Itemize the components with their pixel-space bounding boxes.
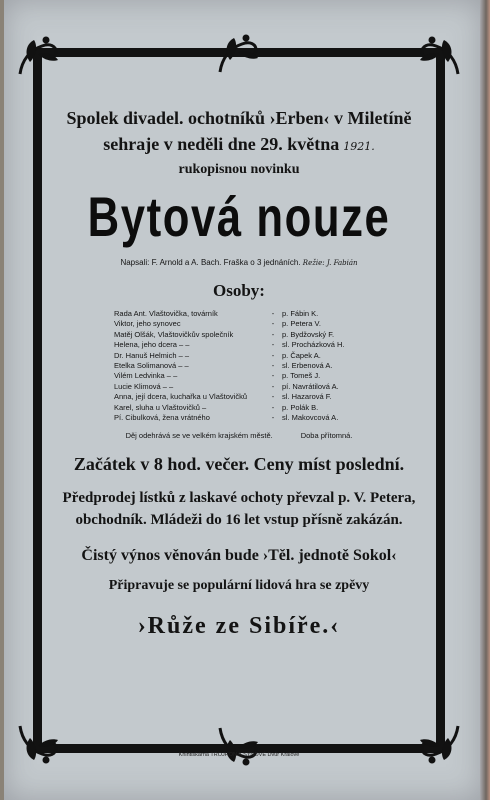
cast-actor: p. Polák B. bbox=[282, 402, 319, 412]
vine-ornament-icon bbox=[16, 722, 62, 768]
cast-row bbox=[114, 382, 364, 392]
cast-actor: p. Fábin K. bbox=[282, 309, 319, 318]
next-play-title: ›Růže ze Sibíře.‹ bbox=[137, 613, 341, 640]
cast-role: Karel, sluha u Vlaštovičků – bbox=[114, 402, 207, 412]
handwritten-year: 1921. bbox=[343, 140, 375, 153]
cast-actor: p. Tomeš J. bbox=[282, 371, 321, 381]
start-time-line: Začátek v 8 hod. večer. Ceny míst poslední. bbox=[73, 454, 405, 475]
cast-role: Helena, jeho dcera – – bbox=[114, 340, 190, 350]
persons-heading: Osoby: bbox=[213, 281, 265, 300]
cast-row bbox=[114, 330, 364, 340]
cast-dash: - bbox=[271, 329, 275, 339]
cast-row bbox=[114, 392, 364, 402]
cast-actor: p. Petera V. bbox=[282, 319, 321, 329]
cast-role: Rada Ant. Vlaštovička, továrník bbox=[114, 309, 218, 318]
poster-content bbox=[42, 57, 436, 640]
society-line: Spolek divadel. ochotníků ›Erben‹ v Miletíně bbox=[66, 108, 412, 128]
authors-line bbox=[42, 258, 436, 267]
handwritten-director: Režie: J. Fabián bbox=[302, 259, 358, 267]
cast-row bbox=[114, 340, 364, 350]
cast-dash: - bbox=[271, 361, 275, 371]
date-text: sehraje v neděli dne 29. května bbox=[103, 134, 340, 154]
vine-ornament-icon bbox=[216, 724, 262, 770]
cast-actor: sl. Hazarová F. bbox=[282, 392, 332, 402]
cast-role: Matěj Olšák, Vlaštovičkův společník bbox=[114, 329, 234, 339]
cast-role: Pí. Cibulková, žena vrátného bbox=[114, 413, 210, 423]
cast-dash: - bbox=[271, 381, 275, 391]
cast-dash: - bbox=[271, 402, 275, 412]
cast-actor: p. Bydžovský F. bbox=[282, 329, 335, 339]
cast-row bbox=[114, 309, 364, 319]
cast-row bbox=[114, 403, 364, 413]
cast-dash: - bbox=[271, 371, 275, 381]
setting-place: Děj odehrává se ve velkém krajském městě. bbox=[125, 431, 273, 441]
cast-actor: p. Čapek A. bbox=[282, 350, 321, 360]
cast-row bbox=[114, 371, 364, 381]
cast-actor: sl. Erbenová A. bbox=[282, 361, 333, 371]
cast-row bbox=[114, 413, 364, 423]
cast-role: Anna, její dcera, kuchařka u Vlaštovičků bbox=[114, 392, 247, 402]
cast-actor: pí. Navrátilová A. bbox=[282, 381, 339, 391]
cast-dash: - bbox=[271, 413, 275, 423]
cast-dash: - bbox=[271, 340, 275, 350]
cast-dash: - bbox=[271, 309, 275, 318]
cast-dash: - bbox=[271, 392, 275, 402]
play-title: Bytová nouze bbox=[87, 185, 391, 248]
setting-note bbox=[42, 431, 436, 440]
cast-row bbox=[114, 361, 364, 371]
cast-list bbox=[114, 309, 364, 423]
presale-line-2: obchodník. Mládeži do 16 let vstup přísně zakázán. bbox=[75, 512, 403, 529]
cast-role: Lucie Klimová – – bbox=[114, 381, 174, 391]
cast-dash: - bbox=[271, 319, 275, 329]
novelty-line: rukopisnou novinku bbox=[178, 162, 300, 177]
cast-role: Viktor, jeho synovec bbox=[114, 319, 181, 329]
date-line bbox=[42, 131, 436, 160]
cast-role: Dr. Hanuš Helmich – – bbox=[114, 350, 190, 360]
cast-row bbox=[114, 319, 364, 329]
cast-row bbox=[114, 351, 364, 361]
cast-actor: sl. Makovcová A. bbox=[282, 413, 339, 423]
proceeds-line: Čistý výnos věnován bude ›Těl. jednotě Sokol‹ bbox=[81, 547, 397, 565]
preparing-line: Připravuje se populární lidová hra se zpěvy bbox=[108, 578, 370, 594]
cast-actor: sl. Procházková H. bbox=[282, 340, 345, 350]
cast-dash: - bbox=[271, 350, 275, 360]
presale-line-1: Předprodej lístků z laskavé ochoty převzal p. V. Petera, bbox=[62, 490, 416, 507]
book-spine bbox=[480, 0, 490, 800]
cast-role: Vilém Ledvinka – – bbox=[114, 371, 178, 381]
authors-text: Napsali: F. Arnold a A. Bach. Fraška o 3 jednáních. bbox=[120, 258, 301, 267]
cast-role: Etelka Solimanová – – bbox=[114, 361, 189, 371]
vine-ornament-icon bbox=[416, 722, 462, 768]
setting-time: Doba přítomná. bbox=[300, 431, 353, 441]
printer-credit: Knihtiskárna TROJHON A SYNOVÉ Dvůr Králové bbox=[178, 752, 300, 758]
